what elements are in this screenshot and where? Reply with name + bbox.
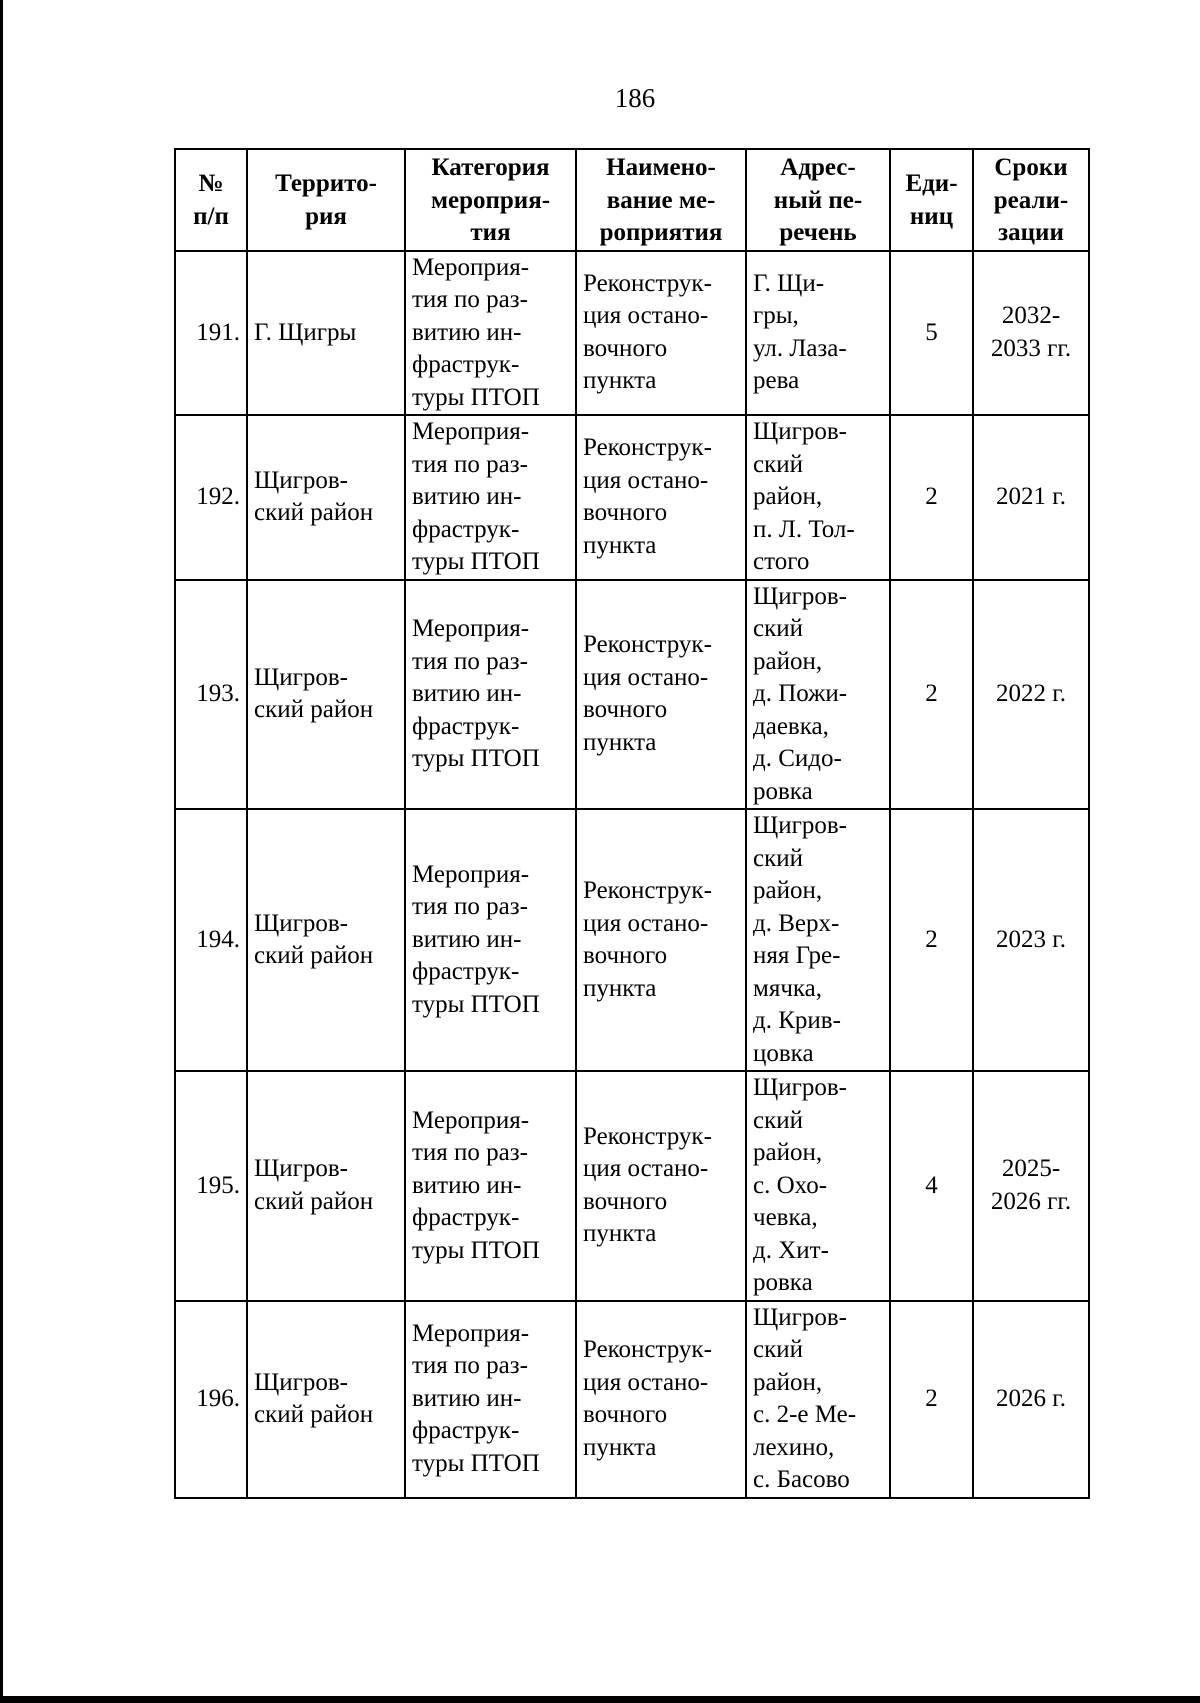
row-name: Реконструк- ция остано- вочного пункта bbox=[576, 580, 746, 810]
row-number: 193. bbox=[175, 580, 247, 810]
row-category: Мероприя- тия по раз- витию ин- фраструк- туры ПТОП bbox=[405, 1071, 576, 1301]
row-territory: Щигров- ский район bbox=[247, 1301, 405, 1498]
row-name: Реконструк- ция остано- вочного пункта bbox=[576, 415, 746, 580]
row-number: 192. bbox=[175, 415, 247, 580]
row-period: 2022 г. bbox=[973, 580, 1089, 810]
table-row bbox=[175, 809, 1089, 1071]
header-territory: Террито- рия bbox=[247, 149, 405, 251]
row-territory: Г. Щигры bbox=[247, 251, 405, 416]
header-units: Еди- ниц bbox=[890, 149, 973, 251]
row-address: Щигров- ский район, д. Верх- няя Гре- мячка, д. Крив- цовка bbox=[746, 809, 890, 1071]
row-units: 4 bbox=[890, 1071, 973, 1301]
row-units: 5 bbox=[890, 251, 973, 416]
row-units: 2 bbox=[890, 1301, 973, 1498]
row-category: Мероприя- тия по раз- витию ин- фраструк- туры ПТОП bbox=[405, 809, 576, 1071]
row-address: Щигров- ский район, п. Л. Тол- стого bbox=[746, 415, 890, 580]
row-category: Мероприя- тия по раз- витию ин- фраструк- туры ПТОП bbox=[405, 251, 576, 416]
table-row bbox=[175, 415, 1089, 580]
row-number: 195. bbox=[175, 1071, 247, 1301]
header-number: № п/п bbox=[175, 149, 247, 251]
header-period: Сроки реали- зации bbox=[973, 149, 1089, 251]
row-category: Мероприя- тия по раз- витию ин- фраструк- туры ПТОП bbox=[405, 580, 576, 810]
row-territory: Щигров- ский район bbox=[247, 580, 405, 810]
table-header-row bbox=[175, 149, 1089, 251]
row-category: Мероприя- тия по раз- витию ин- фраструк- туры ПТОП bbox=[405, 415, 576, 580]
row-address: Щигров- ский район, с. 2-е Ме- лехино, с. Басово bbox=[746, 1301, 890, 1498]
row-units: 2 bbox=[890, 580, 973, 810]
row-name: Реконструк- ция остано- вочного пункта bbox=[576, 1301, 746, 1498]
row-address: Г. Щи- гры, ул. Лаза- рева bbox=[746, 251, 890, 416]
header-address: Адрес- ный пе- речень bbox=[746, 149, 890, 251]
row-name: Реконструк- ция остано- вочного пункта bbox=[576, 1071, 746, 1301]
table-row bbox=[175, 1301, 1089, 1498]
table-row bbox=[175, 580, 1089, 810]
scan-edge-bottom bbox=[0, 1696, 1200, 1703]
row-units: 2 bbox=[890, 809, 973, 1071]
row-period: 2025- 2026 гг. bbox=[973, 1071, 1089, 1301]
header-name: Наимено- вание ме- роприятия bbox=[576, 149, 746, 251]
table-row bbox=[175, 251, 1089, 416]
scan-edge-left bbox=[0, 0, 3, 1703]
row-number: 191. bbox=[175, 251, 247, 416]
table-row bbox=[175, 1071, 1089, 1301]
row-territory: Щигров- ский район bbox=[247, 809, 405, 1071]
row-number: 196. bbox=[175, 1301, 247, 1498]
page-number: 186 bbox=[614, 83, 656, 113]
measures-table bbox=[174, 148, 1090, 1499]
row-address: Щигров- ский район, с. Охо- чевка, д. Хит- ровка bbox=[746, 1071, 890, 1301]
row-address: Щигров- ский район, д. Пожи- даевка, д. Сидо- ровка bbox=[746, 580, 890, 810]
row-period: 2021 г. bbox=[973, 415, 1089, 580]
row-name: Реконструк- ция остано- вочного пункта bbox=[576, 251, 746, 416]
row-category: Мероприя- тия по раз- витию ин- фраструк- туры ПТОП bbox=[405, 1301, 576, 1498]
header-category: Категория мероприя- тия bbox=[405, 149, 576, 251]
row-territory: Щигров- ский район bbox=[247, 415, 405, 580]
row-units: 2 bbox=[890, 415, 973, 580]
row-period: 2023 г. bbox=[973, 809, 1089, 1071]
row-number: 194. bbox=[175, 809, 247, 1071]
row-period: 2026 г. bbox=[973, 1301, 1089, 1498]
row-period: 2032- 2033 гг. bbox=[973, 251, 1089, 416]
row-territory: Щигров- ский район bbox=[247, 1071, 405, 1301]
row-name: Реконструк- ция остано- вочного пункта bbox=[576, 809, 746, 1071]
